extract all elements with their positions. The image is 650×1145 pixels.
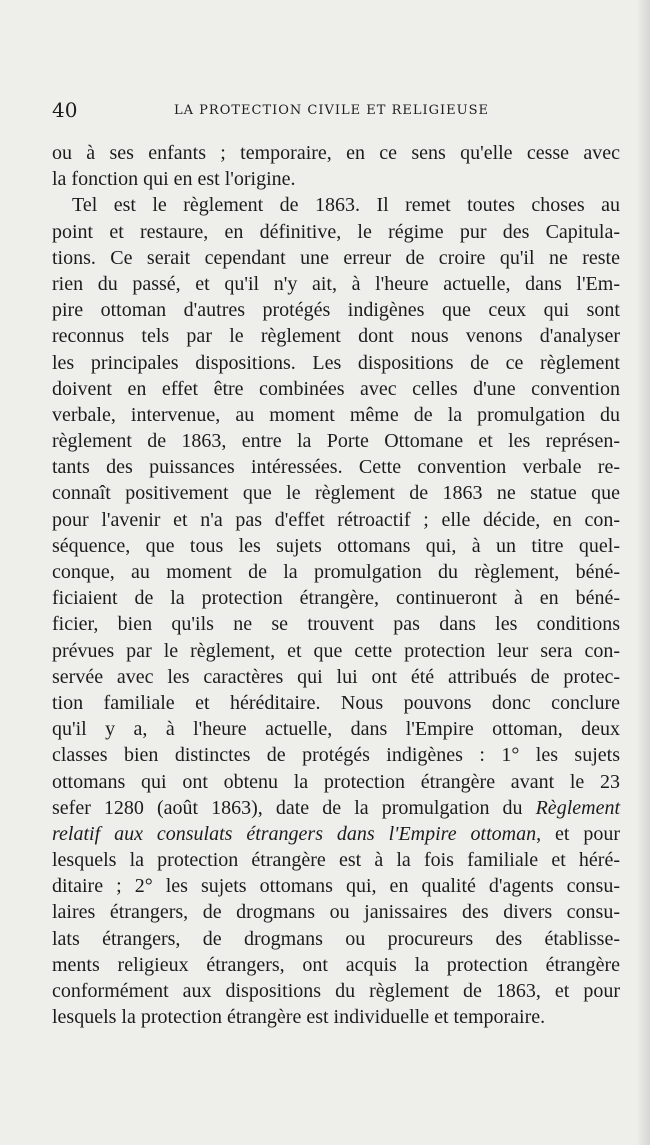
text-line: règlement de 1863, entre la Porte Ottomane et les représen- bbox=[52, 430, 620, 453]
text-line: pire ottoman d'autres protégés indigènes que ceux qui sont bbox=[52, 299, 620, 322]
text-line: la fonction qui en est l'origine. bbox=[52, 168, 296, 191]
text-line: les principales dispositions. Les dispositions de ce règlement bbox=[52, 351, 620, 374]
text-line: Tel est le règlement de 1863. Il remet toutes choses au bbox=[72, 194, 620, 217]
text-line-with-italic bbox=[52, 821, 620, 847]
text-line: ou à ses enfants ; temporaire, en ce sens qu'elle cesse avec bbox=[52, 142, 620, 164]
text-line: laires étrangers, de drogmans ou janissaires des divers consu- bbox=[52, 901, 620, 924]
text-line: ficiaient de la protection étrangère, continueront à en béné- bbox=[52, 587, 620, 610]
text-segment: , et pour bbox=[536, 822, 621, 845]
text-line: pour l'avenir et n'a pas d'effet rétroactif ; elle décide, en con- bbox=[52, 508, 620, 531]
body-text bbox=[52, 140, 620, 1030]
text-line: ditaire ; 2° les sujets ottomans qui, en qualité d'agents consu- bbox=[52, 875, 620, 898]
text-line: ments religieux étrangers, ont acquis la protection étrangère bbox=[52, 953, 620, 976]
text-line: doivent en effet être combinées avec celles d'une convention bbox=[52, 377, 620, 400]
italic-title-segment: relatif aux consulats étrangers dans l'Empire ottoman bbox=[52, 822, 537, 845]
page-edge-shadow bbox=[636, 0, 650, 1145]
italic-title-segment: Règlement bbox=[535, 796, 620, 819]
page-number: 40 bbox=[52, 98, 78, 122]
text-line: reconnus tels par le règlement dont nous venons d'analyser bbox=[52, 325, 620, 348]
text-line: conque, au moment de la promulgation du règlement, béné- bbox=[52, 561, 620, 583]
text-line: ottomans qui ont obtenu la protection étrangère avant le 23 bbox=[52, 770, 620, 793]
text-line: verbale, intervenue, au moment même de la promulgation du bbox=[52, 403, 620, 426]
text-line: connaît positivement que le règlement de 1863 ne statue que bbox=[52, 482, 620, 505]
text-line: tants des puissances intéressées. Cette convention verbale re- bbox=[52, 456, 620, 479]
text-line: rien du passé, et qu'il n'y ait, à l'heure actuelle, dans l'Em- bbox=[52, 272, 620, 295]
text-line: conformément aux dispositions du règlement de 1863, et pour bbox=[52, 980, 620, 1002]
text-line: prévues par le règlement, et que cette protection leur sera con- bbox=[52, 639, 620, 662]
text-line: tions. Ce serait cependant une erreur de croire qu'il ne reste bbox=[52, 246, 620, 269]
text-line: servée avec les caractères qui lui ont été attribués de protec- bbox=[52, 665, 620, 688]
text-segment: sefer 1280 (août 1863), date de la promulgation du bbox=[52, 796, 536, 819]
text-line: classes bien distinctes de protégés indigènes : 1° les sujets bbox=[52, 744, 620, 767]
text-line: ficier, bien qu'ils ne se trouvent pas dans les conditions bbox=[52, 613, 620, 636]
text-line: séquence, que tous les sujets ottomans qui, à un titre quel- bbox=[52, 534, 620, 557]
running-title: LA PROTECTION CIVILE ET RELIGIEUSE bbox=[174, 103, 489, 118]
text-line: lats étrangers, de drogmans ou procureurs des établisse- bbox=[52, 927, 620, 950]
text-line-with-italic bbox=[52, 795, 620, 821]
text-line: qu'il y a, à l'heure actuelle, dans l'Empire ottoman, deux bbox=[52, 718, 620, 741]
running-head bbox=[52, 98, 620, 122]
text-line: tion familiale et héréditaire. Nous pouvons donc conclure bbox=[52, 691, 620, 714]
text-line: lesquels la protection étrangère est individuelle et temporaire. bbox=[52, 1006, 546, 1029]
text-line: point et restaure, en définitive, le régime pur des Capitula- bbox=[52, 220, 620, 243]
text-line: lesquels la protection étrangère est à la fois familiale et héré- bbox=[52, 849, 620, 872]
